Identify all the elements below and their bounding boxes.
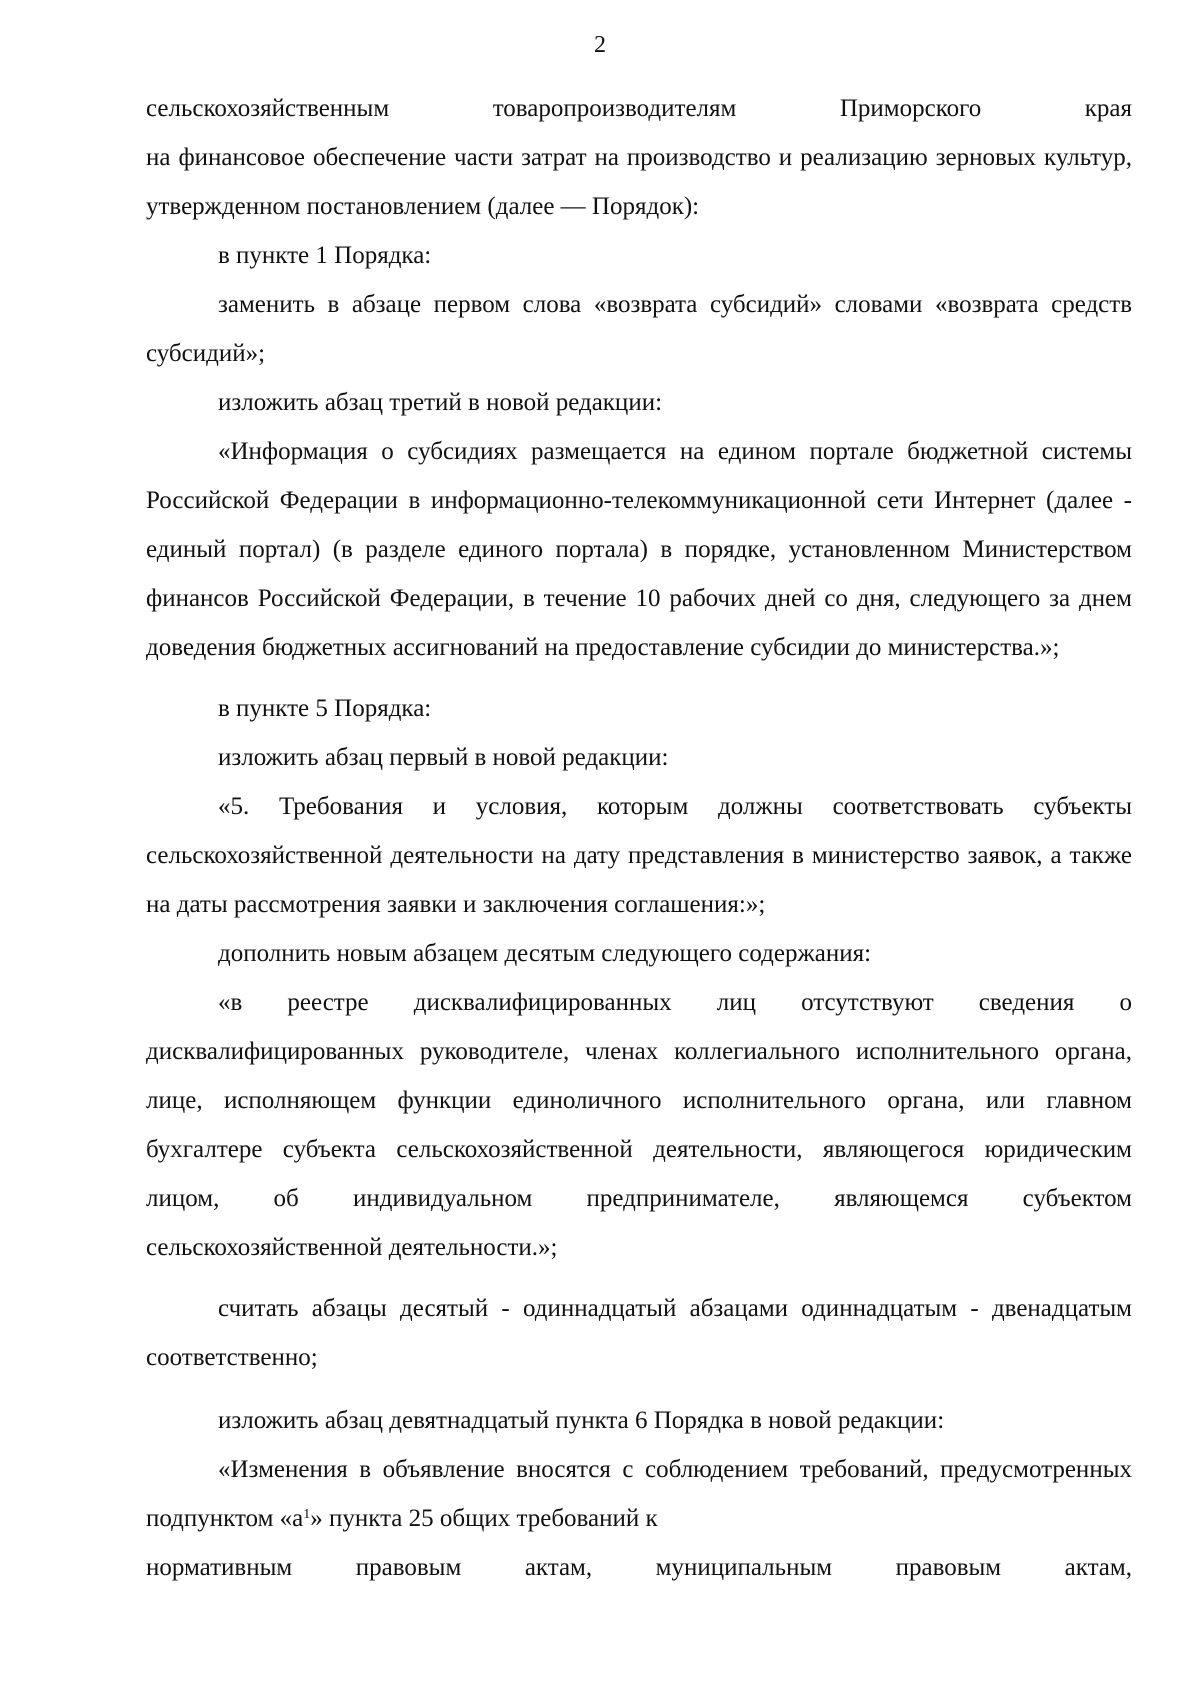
paragraph-continuation: на финансовое обеспечение части затрат на производство и реализацию зерновых культур, утвержденном постановлением (далее — Порядок):: [146, 144, 1132, 220]
word: правовым: [895, 1554, 1002, 1581]
word: товаропроизводителям: [492, 95, 737, 122]
text-fragment: «Изменения в объявление вносятся с соблюдением требований, предусмотренных подпунктом «а: [146, 1456, 1132, 1532]
paragraph-add-tenth: дополнить новым абзацем десятым следующего содержания:: [218, 940, 872, 967]
word: актам,: [524, 1554, 593, 1581]
word: края: [1084, 95, 1132, 122]
paragraph-item-1: в пункте 1 Порядка:: [218, 242, 432, 269]
word: нормативным: [146, 1554, 293, 1581]
text-fragment: » пункта 25 общих требований к: [310, 1505, 658, 1532]
paragraph-para3-intro: изложить абзац третий в новой редакции:: [218, 389, 663, 416]
word: Приморского: [839, 95, 982, 122]
document-body: [146, 84, 1132, 1592]
paragraph-para19-intro: изложить абзац девятнадцатый пункта 6 Порядка в новой редакции:: [218, 1407, 945, 1434]
paragraph-registry-quote: «в реестре дисквалифицированных лиц отсутствуют сведения о дисквалифицированных руководителе, членах коллегиального исполнительного органа, лице, исполняющем функции единоличного исполнительного органа, или главном бухгалтере субъекта сельскохозяйственной деятельности, являющегося юридическим лицом, об индивидуальном предпринимателе, являющемся субъектом сельскохозяйственной деятельности.»;: [146, 989, 1132, 1261]
text-line-last: [146, 1543, 1132, 1592]
word: сельскохозяйственным: [146, 95, 390, 122]
paragraph-changes-quote: [146, 1445, 1132, 1543]
paragraph-item-5: в пункте 5 Порядка:: [218, 695, 432, 722]
paragraph-replace-words: заменить в абзаце первом слова «возврата субсидий» словами «возврата средств субсидий»;: [146, 291, 1132, 367]
paragraph-info-quote: «Информация о субсидиях размещается на едином портале бюджетной системы Российской Федерации в информационно-телекоммуникационной сети Интернет (далее - единый портал) (в разделе единого портала) в порядке, установленном Министерством финансов Российской Федерации, в течение 10 рабочих дней со дня, следующего за днем доведения бюджетных ассигнований на предоставление субсидии до министерства.»;: [146, 438, 1132, 661]
paragraph-para1-intro: изложить абзац первый в новой редакции:: [218, 744, 669, 771]
paragraph-requirements-quote: «5. Требования и условия, которым должны соответствовать субъекты сельскохозяйственной деятельности на дату представления в министерство заявок, а также на даты рассмотрения заявки и заключения соглашения:»;: [146, 793, 1132, 918]
word: муниципальным: [655, 1554, 833, 1581]
word: актам,: [1064, 1554, 1132, 1581]
paragraph-renumber: считать абзацы десятый - одиннадцатый абзацами одиннадцатым - двенадцатым соответственно;: [146, 1295, 1132, 1371]
text-line-continuation: [146, 84, 1132, 133]
superscript: 1: [303, 1507, 311, 1522]
word: правовым: [355, 1554, 462, 1581]
page-number: 2: [594, 32, 606, 58]
